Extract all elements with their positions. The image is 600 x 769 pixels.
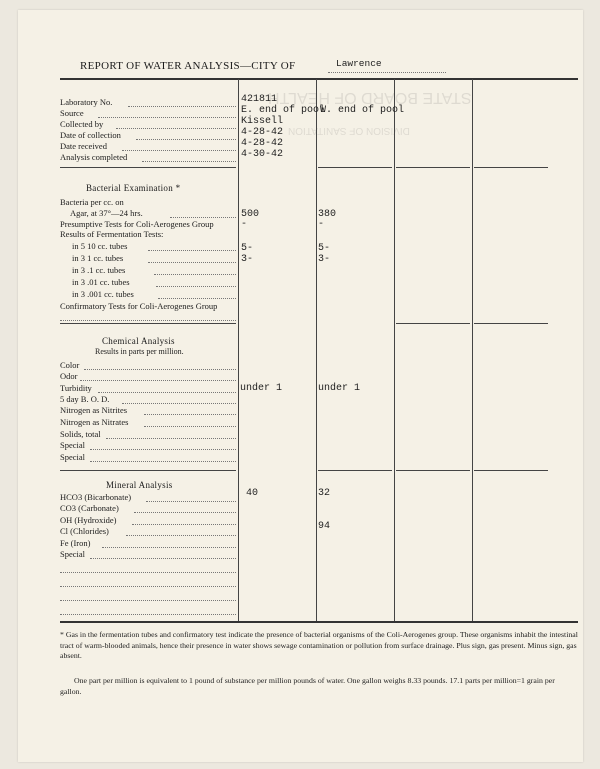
chemical-heading: Chemical Analysis [102, 336, 175, 346]
section-rule [60, 167, 236, 168]
bacteria-value: 380 [318, 209, 337, 220]
info-value: W. end of pool [320, 105, 405, 116]
confirmatory-label: Confirmatory Tests for Coli-Aerogenes Group [60, 301, 218, 311]
chem-label: 5 day B. O. D. [60, 394, 110, 404]
info-label: Date of collection [60, 130, 121, 140]
mineral-heading: Mineral Analysis [106, 480, 173, 490]
chem-dots [80, 380, 236, 381]
section-rule [60, 470, 236, 471]
bacteria-dots [170, 217, 236, 218]
mineral-label: Fe (Iron) [60, 538, 91, 548]
mineral-label: HCO3 (Bicarbonate) [60, 492, 132, 502]
mineral-dots [146, 501, 236, 502]
report-title: REPORT OF WATER ANALYSIS—CITY OF [80, 60, 296, 72]
tube-label: in 3 .001 cc. tubes [72, 289, 134, 299]
info-dots [136, 139, 236, 140]
info-label: Laboratory No. [60, 97, 113, 107]
report-sheet [18, 10, 583, 762]
chem-dots [84, 369, 236, 370]
column-divider [316, 79, 317, 621]
section-rule [474, 470, 548, 471]
info-dots [128, 106, 236, 107]
column-divider [472, 79, 473, 621]
tube-dots [154, 274, 236, 275]
mineral-label: Cl (Chlorides) [60, 526, 109, 536]
info-value: 421811 [241, 94, 278, 105]
tube-value: 5- [241, 243, 254, 254]
blank-line [60, 586, 236, 587]
tube-label: in 5 10 cc. tubes [72, 241, 128, 251]
blank-line [60, 614, 236, 615]
city-name: Lawrence [336, 58, 382, 69]
chem-label: Special [60, 452, 86, 462]
chem-label: Turbidity [60, 383, 92, 393]
info-dots [116, 128, 236, 129]
section-rule [396, 470, 470, 471]
info-label: Date received [60, 141, 107, 151]
column-divider [394, 79, 395, 621]
blank-line [60, 320, 236, 321]
hco3-value: 32 [318, 488, 331, 499]
tube-label: in 3 .01 cc. tubes [72, 277, 130, 287]
section-rule [396, 323, 470, 324]
bottom-rule [60, 621, 578, 623]
section-rule [396, 167, 470, 168]
footnote-bacteria: * Gas in the fermentation tubes and confirmatory test indicate the presence of bacterial organisms of the Coli-Aerogenes group. These organisms inhabit the intestinal tract of warm-blooded animals, hence their presence in water shows sewage contamination or pollution from surface drainage. Plus sign, gas present. Minus sign, gas absent. [60, 630, 578, 660]
mineral-dots [134, 512, 236, 513]
turbidity-value: under 1 [318, 383, 361, 394]
bacterial-heading: Bacterial Examination * [86, 183, 181, 193]
chem-label: Special [60, 440, 86, 450]
presumptive-value: - [241, 219, 248, 230]
chem-dots [90, 449, 236, 450]
mineral-dots [102, 547, 236, 548]
chem-label: Color [60, 360, 80, 370]
chem-dots [144, 426, 236, 427]
chem-dots [144, 414, 236, 415]
tube-dots [156, 286, 236, 287]
chem-label: Nitrogen as Nitrates [60, 417, 129, 427]
bacteria-value: 500 [241, 209, 260, 220]
chemical-subheading: Results in parts per million. [95, 347, 184, 356]
hco3-value: 40 [246, 488, 259, 499]
chem-dots [106, 438, 236, 439]
section-rule [60, 323, 236, 324]
tube-dots [158, 298, 236, 299]
info-label: Collected by [60, 119, 104, 129]
top-rule [60, 78, 578, 80]
info-dots [98, 117, 236, 118]
mineral-label: OH (Hydroxide) [60, 515, 117, 525]
presumptive-value: - [318, 219, 325, 230]
tube-value: 3- [241, 254, 254, 265]
tube-label: in 3 1 cc. tubes [72, 253, 124, 263]
tube-dots [148, 250, 236, 251]
bacteria-label: Agar, at 37°—24 hrs. [70, 208, 143, 218]
tube-value: 3- [318, 254, 331, 265]
chem-dots [90, 461, 236, 462]
chem-label: Solids, total [60, 429, 101, 439]
info-dots [142, 161, 236, 162]
info-value: 4-30-42 [241, 149, 284, 160]
info-label: Source [60, 108, 84, 118]
info-dots [122, 150, 236, 151]
results-label: Results of Fermentation Tests: [60, 229, 164, 239]
info-value: E. end of pool [241, 105, 326, 116]
mineral-dots [126, 535, 236, 536]
tube-label: in 3 .1 cc. tubes [72, 265, 126, 275]
mineral-dots [90, 558, 236, 559]
info-value: Kissell [241, 116, 284, 127]
presumptive-label: Presumptive Tests for Coli-Aerogenes Group [60, 219, 214, 229]
section-rule [318, 167, 392, 168]
chem-label: Nitrogen as Nitrites [60, 405, 128, 415]
mineral-label: CO3 (Carbonate) [60, 503, 119, 513]
chem-label: Odor [60, 371, 78, 381]
section-rule [474, 167, 548, 168]
show-through-text: STATE BOARD OF HEALTH [268, 89, 472, 106]
blank-line [60, 600, 236, 601]
column-divider [238, 79, 239, 621]
tube-value: 5- [318, 243, 331, 254]
chem-dots [98, 392, 236, 393]
chlorides-value: 94 [318, 521, 331, 532]
chem-dots [122, 403, 236, 404]
footnote-conversion: One part per million is equivalent to 1 pound of substance per million pounds of water. One gallon weighs 8.33 pounds. 17.1 parts per million=1 grain per gallon. [60, 676, 555, 696]
info-label: Analysis completed [60, 152, 128, 162]
blank-line [60, 572, 236, 573]
city-dots [328, 72, 446, 73]
info-value: 4-28-42 [241, 138, 284, 149]
section-rule [318, 470, 392, 471]
mineral-label: Special [60, 549, 86, 559]
mineral-dots [132, 524, 236, 525]
bacteria-label: Bacteria per cc. on [60, 197, 124, 207]
show-through-text: DIVISION OF SANITATION [288, 125, 410, 136]
info-value: 4-28-42 [241, 127, 284, 138]
section-rule [474, 323, 548, 324]
turbidity-value: under 1 [240, 383, 283, 394]
tube-dots [148, 262, 236, 263]
